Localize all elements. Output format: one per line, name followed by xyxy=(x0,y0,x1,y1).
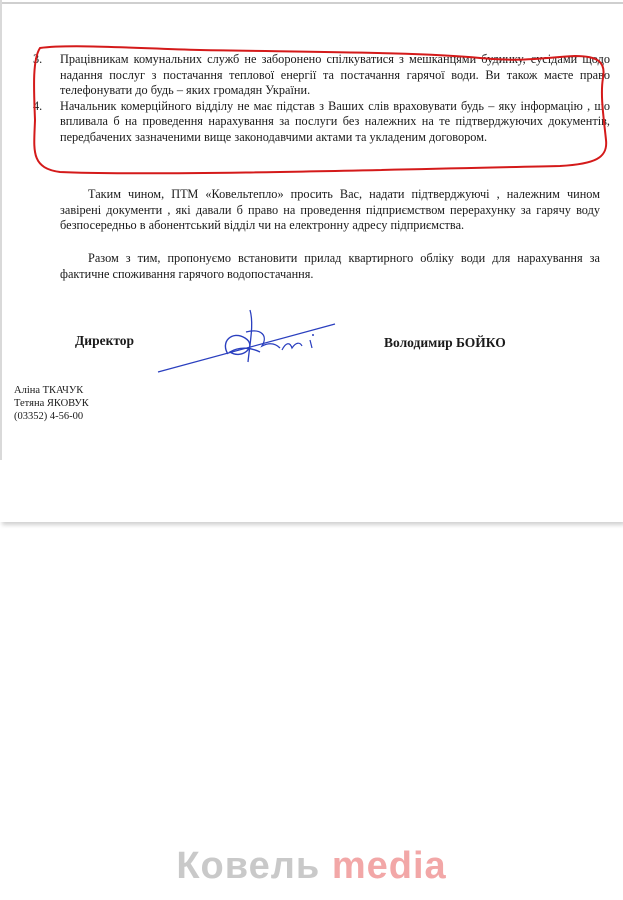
list-item-number: 4. xyxy=(33,98,43,113)
executor-name: Аліна ТКАЧУК xyxy=(14,385,84,396)
list-item-text: Працівникам комунальних служб не заборонено спілкуватися з мешканцями будинку, сусідами щодо надання послуг з постачання теплової енергії та постачання гарячої води. Ви також маєте право телефонувати до будь – яких громадян України. xyxy=(60,52,610,97)
executor-phone: (03352) 4-56-00 xyxy=(14,411,84,422)
watermark-text-pink: media xyxy=(331,845,447,887)
director-name: Володимир БОЙКО xyxy=(384,335,506,350)
list-item-3 xyxy=(30,52,610,99)
list-item-number: 3. xyxy=(33,52,43,66)
site-watermark xyxy=(0,845,623,888)
director-title: Директор xyxy=(75,333,135,348)
list-item-text: Начальник комерційного відділу не має підстав з Ваших слів враховувати будь – яку інформацію , що впливала б на проведення нарахування за послуги без належних на те підтверджуючих документів, передбачених зазначеними вище законодавчими актами та укладеним договором. xyxy=(60,98,610,144)
executor-name: Тетяна ЯКОВУК xyxy=(14,398,89,409)
page-top-edge xyxy=(0,2,623,4)
page-left-edge xyxy=(0,0,2,460)
handwritten-signature xyxy=(150,302,350,382)
request-paragraph: Таким чином, ПТМ «Ковельтепло» просить Вас, надати підтверджуючі , належним чином завірені документи , які давали б право на проведення підприємством перерахунку за гарячу воду безпосередньо в абонентський відділ чи на електронну адресу підприємства. xyxy=(60,187,600,232)
proposal-paragraph: Разом з тим, пропонуємо встановити прилад квартирного обліку води для нарахування за фактичне споживання гарячого водопостачання. xyxy=(60,251,600,281)
list-item-4 xyxy=(30,99,610,146)
executors-block xyxy=(14,384,89,423)
watermark-text-gray: Ковель xyxy=(176,845,321,887)
numbered-list xyxy=(30,52,610,145)
